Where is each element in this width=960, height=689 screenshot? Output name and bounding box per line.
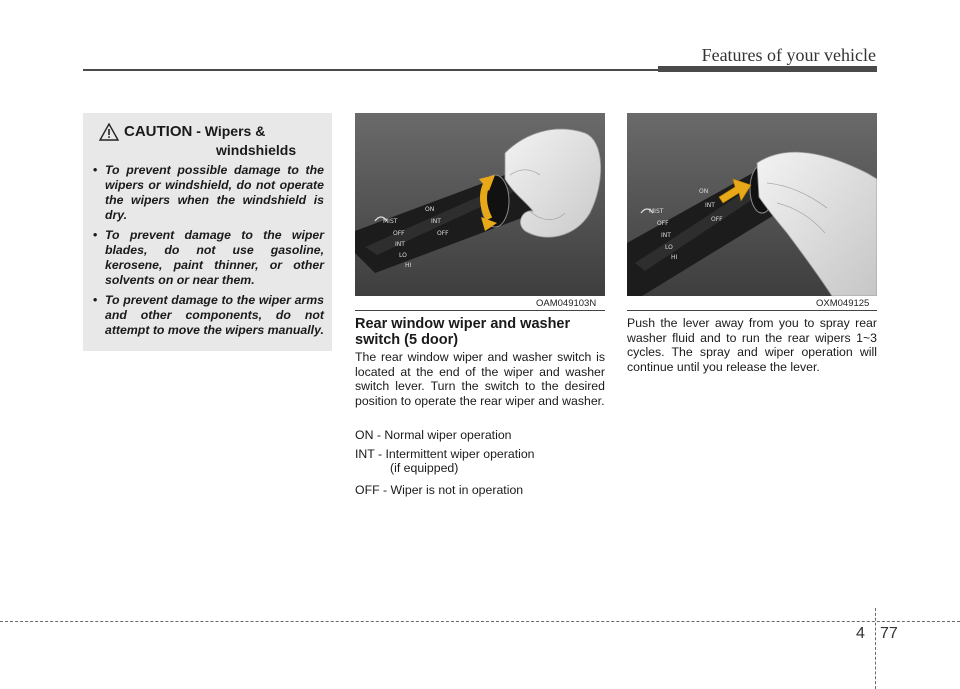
mode-on: ON - Normal wiper operation (355, 428, 512, 442)
caution-subtitle: windshields (216, 142, 297, 158)
caution-item: • To prevent possible damage to the wipers or windshield, do not operate the wipers when the windshield is dry. (93, 163, 324, 222)
figure-rule (355, 310, 605, 311)
svg-text:OFF: OFF (657, 220, 669, 227)
section-title: Rear window wiper and washer switch (5 door) (355, 316, 571, 348)
caution-heading (91, 121, 324, 161)
push-instructions: Push the lever away from you to spray rear washer fluid and to run the rear wipers 1~3 cycles. The spray and wiper operation will continue until you release the lever. (627, 316, 877, 374)
figure-push-lever (627, 113, 877, 296)
svg-text:LO: LO (665, 244, 673, 251)
svg-text:INT: INT (705, 202, 715, 209)
mode-int-note: (if equipped) (390, 461, 459, 475)
page-number: 77 (880, 625, 898, 642)
footer-rule (0, 621, 960, 622)
caution-box (83, 113, 332, 351)
svg-text:MIST: MIST (383, 218, 398, 225)
caution-list (91, 163, 324, 338)
header-rule-accent (658, 66, 877, 72)
mode-off: OFF - Wiper is not in operation (355, 483, 524, 497)
caution-item: • To prevent damage to the wiper arms and other components, do not attempt to move the wipers manually. (93, 293, 324, 337)
svg-text:OFF: OFF (711, 216, 723, 223)
section-intro: The rear window wiper and washer switch is located at the end of the wiper and washer switch lever. Turn the switch to the desired position to operate the rear wiper and washer. (355, 350, 605, 408)
svg-text:OFF: OFF (393, 230, 405, 237)
figure-rotate-switch (355, 113, 605, 296)
svg-text:ON: ON (425, 206, 435, 213)
figure-code: OAM049103N (536, 298, 597, 309)
svg-text:INT: INT (431, 218, 441, 225)
figure-rule (627, 310, 877, 311)
page-header-title: Features of your vehicle (701, 45, 876, 65)
footer-divider (875, 608, 876, 689)
svg-text:INT: INT (395, 241, 405, 248)
svg-text:HI: HI (405, 262, 412, 269)
svg-text:OFF: OFF (437, 230, 449, 237)
warning-triangle-icon (99, 123, 119, 141)
mode-int: INT - Intermittent wiper operation (355, 447, 535, 461)
chapter-number: 4 (856, 625, 865, 642)
svg-text:MIST: MIST (649, 208, 664, 215)
figure-code: OXM049125 (816, 298, 870, 309)
push-lever-illustration (627, 113, 877, 296)
svg-text:HI: HI (671, 254, 678, 261)
svg-text:ON: ON (699, 188, 709, 195)
svg-text:LO: LO (399, 252, 407, 259)
caution-title: CAUTION - Wipers & (124, 123, 266, 140)
caution-item: • To prevent damage to the wiper blades, do not use gasoline, kerosene, paint thinner, or other solvents on or near them. (93, 228, 324, 287)
svg-text:INT: INT (661, 232, 671, 239)
rotate-switch-illustration (355, 113, 605, 296)
